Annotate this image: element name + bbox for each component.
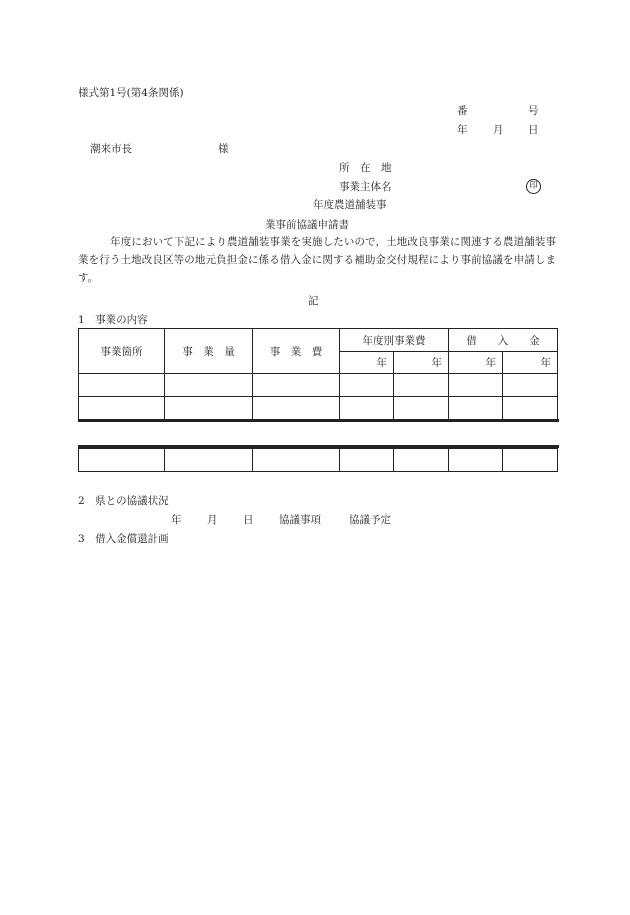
entity-label: 事業主体名	[339, 181, 392, 193]
table-cell	[165, 397, 253, 420]
number-label	[457, 104, 468, 118]
consult-schedule: 協議予定	[349, 514, 391, 526]
project-content-table	[78, 328, 558, 420]
header-cost: 事 業 費	[253, 329, 340, 374]
table-cell	[79, 449, 165, 472]
number-label-suffix: 号	[528, 105, 539, 117]
section-3-heading: 3 借入金償還計画	[78, 533, 169, 545]
table-cell	[394, 449, 449, 472]
doc-title-line2: 業事前協議申請書	[265, 219, 349, 231]
date-year: 年	[457, 124, 468, 136]
header-volume: 事 業 量	[165, 329, 253, 374]
table-cell	[503, 449, 558, 472]
project-content-table-continued	[78, 448, 558, 472]
header-location: 事業箇所	[79, 329, 165, 374]
table-cell	[340, 449, 394, 472]
body-text: 年度において下記により農道舗装事業を実施したいので，土地改良事業に関連する農道舗装事業を行う土地改良区等の地元負担金に係る借入金に関する補助金交付規程により事前協議を申請します。	[78, 236, 556, 284]
table-cell	[253, 397, 340, 420]
table-cell	[503, 397, 558, 420]
date-day: 日	[528, 124, 539, 136]
table-cell	[253, 374, 340, 397]
loan-year-1: 年	[449, 352, 503, 374]
table-cell	[503, 374, 558, 397]
table-row	[79, 449, 558, 472]
addressee-name: 潮来市長	[90, 143, 132, 155]
consult-year: 年	[171, 514, 182, 526]
table-row	[79, 374, 558, 397]
table-cell	[79, 397, 165, 420]
table-row	[79, 397, 558, 420]
body-paragraph	[78, 233, 556, 287]
consult-matters: 協議事項	[279, 514, 321, 526]
seal-mark: 印	[526, 179, 541, 194]
table-cell	[165, 449, 253, 472]
loan-year-2: 年	[503, 352, 558, 374]
annual-year-2: 年	[394, 352, 449, 374]
table-cell	[253, 449, 340, 472]
number-label-part1: 番	[457, 105, 468, 117]
doc-title-line1: 年度農道舗装事	[313, 199, 387, 211]
consult-day: 日	[243, 514, 254, 526]
table-cell	[449, 449, 503, 472]
table-cell	[394, 397, 449, 420]
table-break-line-top	[78, 419, 559, 422]
header-annual-cost: 年度別事業費	[340, 329, 449, 352]
ki-label: 記	[308, 295, 319, 307]
consult-month: 月	[207, 514, 218, 526]
form-title: 様式第1号(第4条関係)	[78, 87, 184, 99]
table-cell	[340, 397, 394, 420]
table-cell	[449, 397, 503, 420]
table-cell	[449, 374, 503, 397]
addressee-honorific: 様	[218, 143, 229, 155]
table-cell	[165, 374, 253, 397]
table-cell	[340, 374, 394, 397]
section-2-heading: 2 県との協議状況	[78, 495, 169, 507]
annual-year-1: 年	[340, 352, 394, 374]
table-cell	[79, 374, 165, 397]
header-loan: 借 入 金	[449, 329, 558, 352]
address-label: 所 在 地	[339, 162, 392, 174]
table-cell	[394, 374, 449, 397]
date-month: 月	[493, 124, 504, 136]
section-1-heading: 1 事業の内容	[78, 314, 148, 326]
